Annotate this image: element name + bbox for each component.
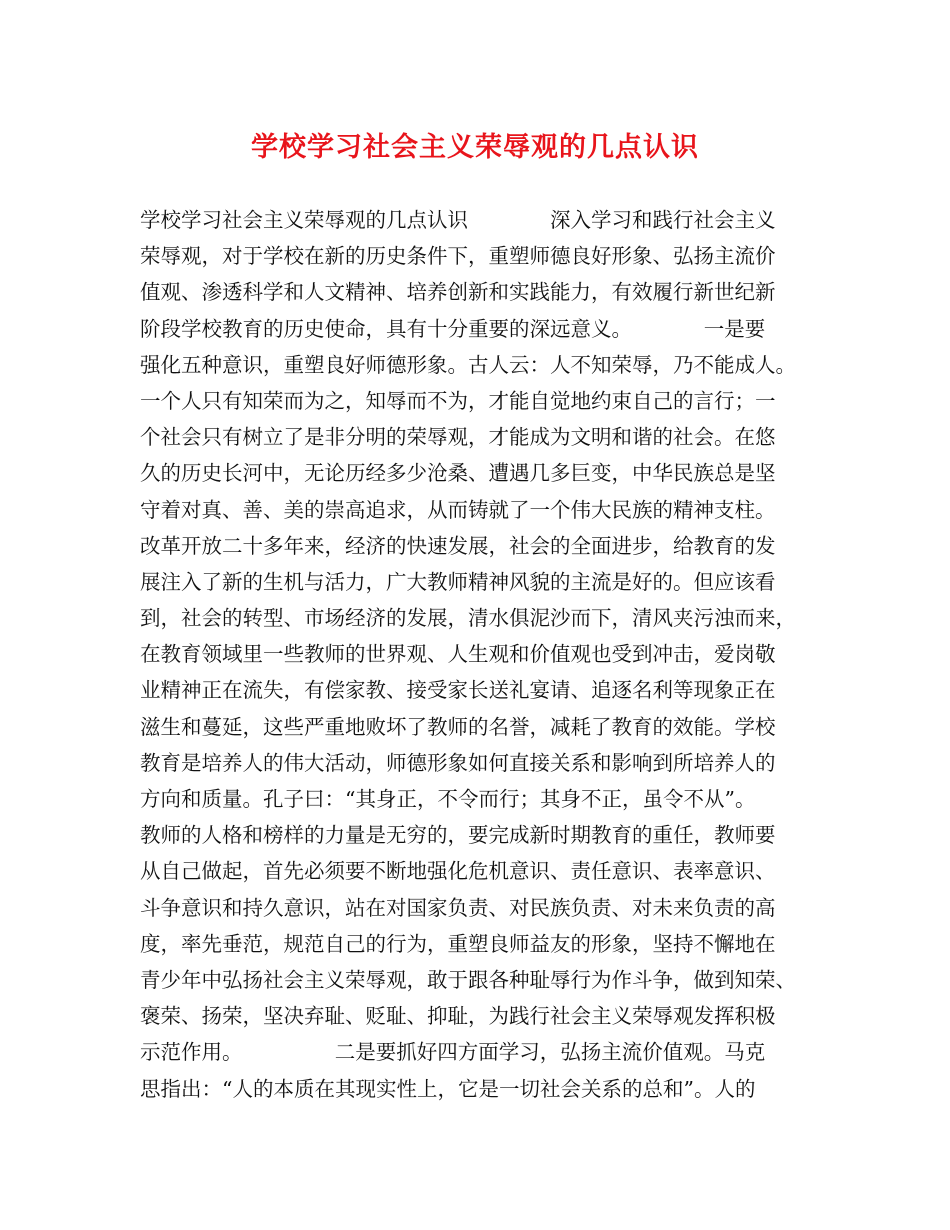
body-line: 业精神正在流失，有偿家教、接受家长送礼宴请、追逐名利等现象正在 bbox=[140, 678, 776, 703]
body-line: 教育是培养人的伟大活动，师德形象如何直接关系和影响到所培养人的 bbox=[140, 750, 776, 775]
body-line: 方向和质量。孔子曰：“其身正，不令而行；其身不正，虽令不从”。 bbox=[140, 787, 756, 811]
body-line: 久的历史长河中，无论历经多少沧桑、遭遇几多巨变，中华民族总是坚 bbox=[140, 461, 776, 486]
body-line: 在教育领域里一些教师的世界观、人生观和价值观也受到冲击，爱岗敬 bbox=[140, 642, 776, 667]
body-line: 一个人只有知荣而为之，知辱而不为，才能自觉地约束自己的言行；一 bbox=[140, 388, 776, 413]
body-line: 度，率先垂范，规范自己的行为，重塑良师益友的形象，坚持不懈地在 bbox=[140, 931, 776, 956]
body-line: 阶段学校教育的历史使命，具有十分重要的深远意义。 一是要 bbox=[140, 316, 766, 341]
body-line: 改革开放二十多年来，经济的快速发展，社会的全面进步，给教育的发 bbox=[140, 533, 776, 558]
body-line: 荣辱观，对于学校在新的历史条件下，重塑师德良好形象、弘扬主流价 bbox=[140, 244, 776, 269]
body-line: 滋生和蔓延，这些严重地败坏了教师的名誉，减耗了教育的效能。学校 bbox=[140, 714, 776, 739]
body-line: 褒荣、扬荣，坚决弃耻、贬耻、抑耻，为践行社会主义荣辱观发挥积极 bbox=[140, 1004, 776, 1029]
body-line: 思指出：“人的本质在其现实性上，它是一切社会关系的总和”。人的 bbox=[140, 1076, 756, 1101]
body-line: 强化五种意识，重塑良好师德形象。古人云：人不知荣辱，乃不能成人。 bbox=[140, 352, 796, 377]
document-title: 学校学习社会主义荣辱观的几点认识 bbox=[251, 132, 699, 163]
body-line: 展注入了新的生机与活力，广大教师精神风貌的主流是好的。但应该看 bbox=[140, 569, 776, 594]
body-line: 示范作用。 二是要抓好四方面学习，弘扬主流价值观。马克 bbox=[140, 1040, 766, 1065]
body-line: 个社会只有树立了是非分明的荣辱观，才能成为文明和谐的社会。在悠 bbox=[140, 425, 776, 450]
body-line: 从自己做起，首先必须要不断地强化危机意识、责任意识、表率意识、 bbox=[140, 859, 776, 884]
body-line: 值观、渗透科学和人文精神、培养创新和实践能力，有效履行新世纪新 bbox=[140, 280, 776, 305]
body-line: 青少年中弘扬社会主义荣辱观，敢于跟各种耻辱行为作斗争，做到知荣、 bbox=[140, 967, 796, 992]
body-line: 守着对真、善、美的崇高追求，从而铸就了一个伟大民族的精神支柱。 bbox=[140, 497, 776, 522]
body-line: 到，社会的转型、市场经济的发展，清水俱泥沙而下，清风夹污浊而来， bbox=[140, 606, 796, 631]
body-line: 教师的人格和榜样的力量是无穷的，要完成新时期教育的重任，教师要 bbox=[140, 823, 776, 848]
document-body bbox=[140, 202, 830, 1107]
body-line: 斗争意识和持久意识，站在对国家负责、对民族负责、对未来负责的高 bbox=[140, 895, 776, 920]
body-line: 学校学习社会主义荣辱观的几点认识 深入学习和践行社会主义 bbox=[140, 208, 776, 232]
